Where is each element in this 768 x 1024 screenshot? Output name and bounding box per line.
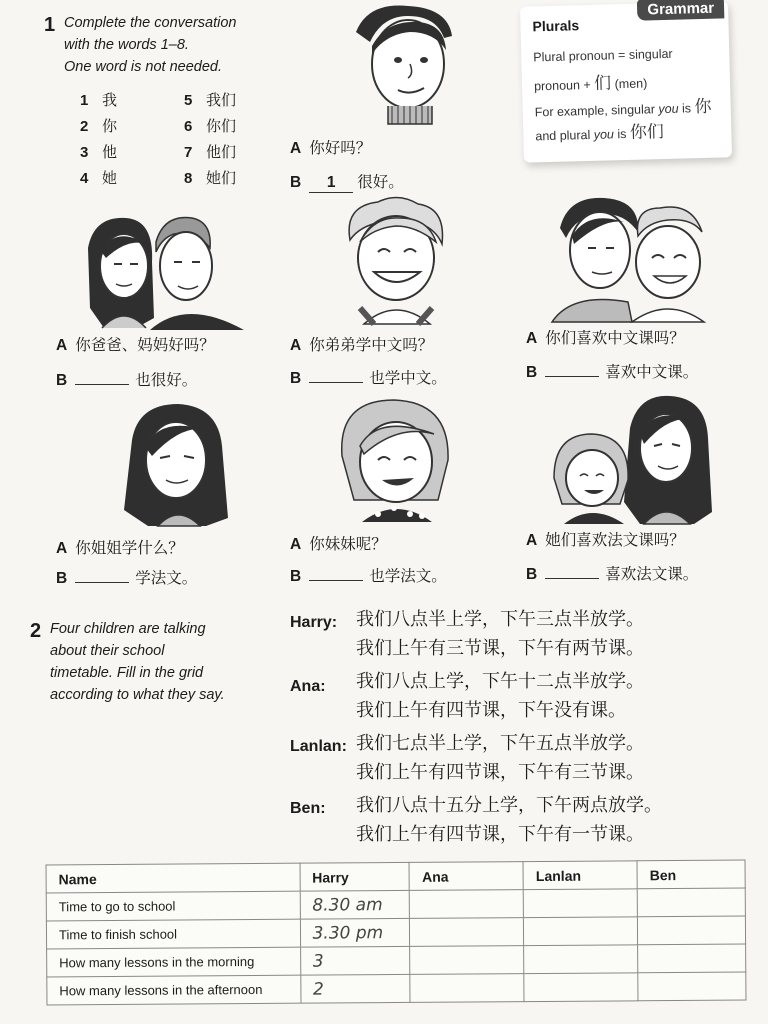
dialogue-5-line-b: B 也学法文。 (290, 567, 447, 585)
grammar-box (520, 1, 732, 162)
grid-cell[interactable] (638, 916, 746, 945)
speaker-name: Harry: (290, 614, 338, 631)
column-header: Ben (637, 860, 745, 889)
instruction-line: timetable. Fill in the grid (50, 665, 204, 681)
grammar-line: Plural pronoun = singular (533, 46, 673, 65)
column-header: Name (46, 863, 300, 893)
brothers-illustration (552, 192, 712, 322)
dialogue-3-line-b: B 喜欢中文课。 (526, 363, 699, 381)
answer-blank[interactable] (75, 370, 129, 385)
instruction-line: Four children are talking (50, 621, 206, 637)
speaker-text: 我们八点上学，下午十二点半放学。 我们上午有四节课，下午没有课。 (356, 671, 644, 721)
dialogue-2-line-a: A 你弟弟学中文吗？ (290, 336, 434, 354)
dialogue-1-line-a: A 你爸爸、妈妈好吗？ (56, 336, 215, 354)
instruction-line: about their school (50, 643, 165, 659)
sisters-illustration (554, 392, 714, 524)
grammar-tag: Grammar (637, 0, 724, 21)
grid-cell[interactable]: 2 (300, 974, 410, 1003)
speaker-name: Ana: (290, 678, 326, 695)
grid-cell[interactable] (410, 946, 524, 975)
dialogue-2-line-b: B 也学中文。 (290, 369, 447, 387)
row-label: Time to go to school (46, 891, 300, 921)
word-item: 3 他 (80, 143, 118, 161)
example-line-a: A 你好吗？ (290, 139, 372, 157)
instruction-line: according to what they say. (50, 687, 225, 703)
column-header: Harry (300, 862, 410, 891)
dialogue-1-line-b: B 也很好。 (56, 371, 198, 389)
exercise-2-instructions (50, 618, 225, 706)
grid-cell[interactable] (410, 890, 524, 919)
instruction-line: One word is not needed. (64, 59, 222, 75)
grid-cell[interactable] (524, 973, 638, 1002)
boy-illustration (348, 2, 458, 124)
word-item: 2 你 (80, 117, 118, 135)
instruction-line: Complete the conversation (64, 15, 237, 31)
speaker-name: Lanlan: (290, 738, 347, 755)
grid-cell[interactable] (638, 972, 746, 1001)
grammar-line: pronoun + 们 (men) (533, 73, 648, 94)
dialogue-3-line-a: A 你们喜欢中文课吗？ (526, 329, 685, 347)
word-item: 6 你们 (184, 117, 237, 135)
answer-blank[interactable] (75, 568, 129, 583)
example-answer: 1 (309, 174, 353, 193)
dialogue-5-line-a: A 你妹妹呢？ (290, 535, 387, 553)
speaker-name: Ben: (290, 800, 326, 817)
table-row (47, 972, 746, 1005)
exercise-1-instructions (64, 12, 237, 78)
grid-cell[interactable] (410, 974, 524, 1003)
answer-blank[interactable] (545, 362, 599, 377)
grammar-title: Plurals (532, 17, 580, 35)
exercise-2-number: 2 (30, 620, 42, 642)
grid-cell[interactable]: 3 (300, 946, 410, 975)
grammar-line: and plural you is 你们 (535, 122, 665, 144)
grid-cell[interactable]: 8.30 am (300, 890, 410, 919)
younger-brother-illustration (344, 196, 448, 324)
answer-blank[interactable] (309, 566, 363, 581)
dialogue-4-line-a: A 你姐姐学什么？ (56, 539, 184, 557)
grid-cell[interactable] (524, 945, 638, 974)
word-list (80, 87, 260, 191)
column-header: Lanlan (523, 861, 637, 890)
grammar-line: For example, singular you is 你 (534, 96, 712, 120)
grid-cell[interactable] (638, 944, 746, 973)
word-item: 7 他们 (184, 143, 237, 161)
grid-cell[interactable] (523, 889, 637, 918)
grid-cell[interactable] (410, 918, 524, 947)
exercise-1-number: 1 (44, 14, 56, 36)
timetable-grid (46, 860, 747, 1006)
instruction-line: with the words 1–8. (64, 37, 189, 53)
grid-cell[interactable]: 3.30 pm (300, 918, 410, 947)
row-label: How many lessons in the morning (47, 947, 301, 977)
answer-blank[interactable] (309, 368, 363, 383)
dialogue-6-line-b: B 喜欢法文课。 (526, 565, 699, 583)
parents-illustration (84, 208, 254, 330)
speaker-text: 我们七点半上学，下午五点半放学。 我们上午有四节课，下午有三节课。 (356, 733, 644, 783)
word-item: 5 我们 (184, 91, 237, 109)
answer-blank[interactable] (545, 564, 599, 579)
dialogue-4-line-b: B 学法文。 (56, 569, 198, 587)
row-label: How many lessons in the afternoon (47, 975, 301, 1005)
word-item: 4 她 (80, 169, 118, 187)
speaker-text: 我们八点十五分上学，下午两点放学。 我们上午有四节课，下午有一节课。 (356, 795, 662, 845)
grid-cell[interactable] (637, 888, 745, 917)
column-header: Ana (409, 862, 523, 891)
row-label: Time to finish school (46, 919, 300, 949)
dialogue-6-line-a: A 她们喜欢法文课吗？ (526, 531, 685, 549)
example-line-b: B 1 很好。 (290, 173, 404, 191)
younger-sister-illustration (338, 396, 454, 522)
older-sister-illustration (122, 400, 232, 526)
speaker-text: 我们八点半上学，下午三点半放学。 我们上午有三节课，下午有两节课。 (356, 609, 644, 659)
word-item: 1 我 (80, 91, 118, 109)
word-item: 8 她们 (184, 169, 237, 187)
grid-cell[interactable] (524, 917, 638, 946)
